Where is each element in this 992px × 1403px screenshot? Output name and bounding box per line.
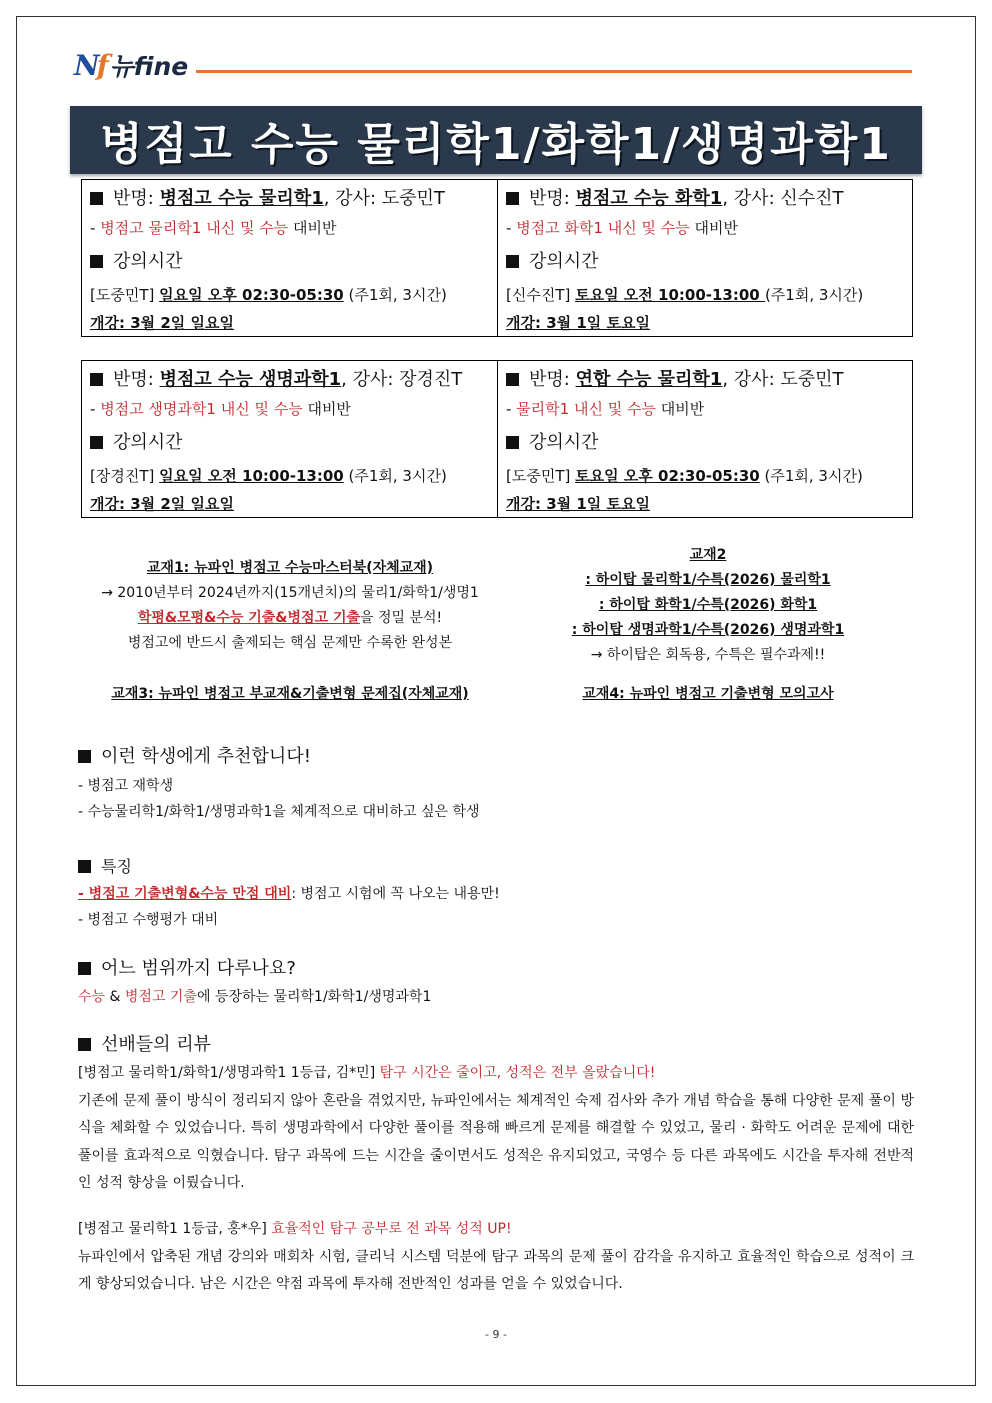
class-prefix: 반명: — [113, 188, 160, 209]
class-start: 개강: 3월 1일 토요일 — [506, 495, 650, 513]
recommend-heading — [78, 742, 311, 768]
class-time — [506, 278, 904, 310]
class-card-biology — [82, 361, 497, 517]
textbook-1-line: 병점고에 반드시 출제되는 핵심 문제만 수록한 완성본 — [127, 635, 453, 651]
class-name: 병점고 수능 화학1 — [575, 188, 723, 209]
class-desc: - 병점고 물리학1 내신 및 수능 대비반 — [90, 219, 337, 237]
class-teacher: , 강사: 도중민T — [323, 188, 445, 209]
logo-mark — [74, 49, 106, 82]
class-desc: - 물리학1 내신 및 수능 대비반 — [506, 400, 705, 418]
page-title: 병점고 수능 물리학1/화학1/생명과학1 — [100, 119, 892, 170]
review-2-headline: 효율적인 탐구 공부로 전 과목 성적 UP! — [271, 1221, 512, 1237]
logo-text: 뉴fine — [109, 52, 189, 81]
class-section-label: 강의시간 — [113, 251, 183, 272]
class-start: 개강: 3월 2일 일요일 — [90, 314, 234, 332]
feature-item: - 병점고 수행평가 대비 — [78, 912, 219, 928]
textbook-1-line-tail: 을 정밀 분석! — [360, 610, 443, 626]
logo — [74, 48, 188, 82]
class-desc-highlight: 물리학1 내신 및 수능 — [516, 400, 656, 418]
class-desc-tail: 대비반 — [655, 400, 705, 418]
class-time-main: 일요일 오전 10:00-13:00 — [159, 467, 344, 485]
class-time-teacher: [도중민T] — [90, 286, 160, 304]
review-2-body: 뉴파인에서 압축된 개념 강의와 매회차 시험, 클리닉 시스템 덕분에 탐구 과목의 문제 풀이 감각을 유지하고 효율적인 학습으로 성적이 크게 향상되었습니다. 남은 시간은 약점 과목에 투자해 전반적인 성과를 얻을 수 있었습니다. — [78, 1248, 914, 1292]
class-desc-highlight: 병점고 생명과학1 내신 및 수능 — [100, 400, 303, 418]
feature-tail: : 병점고 시험에 꼭 나오는 내용만! — [291, 886, 500, 902]
review-2 — [78, 1216, 914, 1299]
scope-heading-text: 어느 범위까지 다루나요? — [101, 958, 296, 979]
class-name: 연합 수능 물리학1 — [575, 369, 723, 390]
square-bullet-icon — [506, 373, 519, 386]
square-bullet-icon — [90, 436, 103, 449]
recommend-heading-text: 이런 학생에게 추천합니다! — [101, 746, 311, 767]
class-section-label: 강의시간 — [113, 432, 183, 453]
square-bullet-icon — [78, 860, 91, 873]
scope-text — [78, 986, 431, 1006]
logo-mark-n: N — [74, 48, 97, 82]
textbook-1 — [80, 556, 500, 656]
textbook-1-title: 교재1: 뉴파인 병점고 수능마스터북(자체교재) — [146, 560, 434, 576]
recommend-item: - 병점고 재학생 — [78, 778, 174, 794]
square-bullet-icon — [506, 255, 519, 268]
class-time — [90, 459, 489, 491]
class-grid-row-2 — [81, 360, 913, 518]
square-bullet-icon — [506, 436, 519, 449]
square-bullet-icon — [90, 255, 103, 268]
review-1 — [78, 1060, 914, 1198]
review-1-author: [병점고 물리학1/화학1/생명과학1 1등급, 김*민] — [78, 1065, 380, 1081]
textbook-4 — [508, 682, 908, 707]
class-title — [506, 365, 904, 395]
class-time-teacher: [도중민T] — [506, 467, 576, 485]
class-name: 병점고 수능 생명과학1 — [159, 369, 342, 390]
scope-mid: & — [105, 989, 125, 1005]
class-section-label: 강의시간 — [529, 432, 599, 453]
class-desc-tail: 대비반 — [288, 219, 337, 237]
page-title-banner — [70, 106, 922, 174]
recommend-item: - 수능물리학1/화학1/생명과학1을 체계적으로 대비하고 싶은 학생 — [78, 804, 480, 820]
square-bullet-icon — [506, 192, 519, 205]
class-prefix: 반명: — [113, 369, 160, 390]
square-bullet-icon — [78, 750, 91, 763]
header-rule — [196, 70, 912, 73]
class-desc-tail: 대비반 — [689, 219, 738, 237]
square-bullet-icon — [90, 373, 103, 386]
class-time — [506, 459, 904, 491]
textbook-2-line: : 하이탑 생명과학1/수특(2026) 생명과학1 — [571, 622, 845, 638]
textbook-1-line — [80, 606, 500, 631]
textbook-2-line: : 하이탑 물리학1/수특(2026) 물리학1 — [585, 572, 831, 588]
class-start: 개강: 3월 2일 일요일 — [90, 495, 234, 513]
square-bullet-icon — [90, 192, 103, 205]
square-bullet-icon — [78, 962, 91, 975]
textbook-2-note: → 하이탑은 회독용, 수특은 필수과제!! — [590, 647, 826, 663]
review-1-headline: 탐구 시간은 줄이고, 성적은 전부 올랐습니다! — [379, 1065, 656, 1081]
textbook-1-line: → 2010년부터 2024년까지(15개년치)의 물리1/화학1/생명1 — [101, 585, 479, 601]
textbook-3 — [80, 682, 500, 707]
scope-highlight: 병점고 기출 — [124, 989, 197, 1005]
scope-tail: 에 등장하는 물리학1/화학1/생명과학1 — [196, 989, 432, 1005]
class-card-joint-physics — [497, 361, 912, 517]
class-section-label: 강의시간 — [529, 251, 599, 272]
review-1-header — [78, 1060, 914, 1088]
textbook-3-title: 교재3: 뉴파인 병점고 부교재&기출변형 문제집(자체교재) — [111, 686, 469, 702]
reviews-heading — [78, 1030, 211, 1056]
class-title — [90, 184, 489, 214]
class-card-physics — [82, 180, 497, 336]
features-heading-text: 특징 — [101, 857, 132, 876]
review-1-body: 기존에 문제 풀이 방식이 정리되지 않아 혼란을 겪었지만, 뉴파인에서는 체계적인 숙제 검사와 추가 개념 학습을 통해 다양한 문제 풀이 방식을 체화할 수 있었습니다. 특히 생명과학에서 다양한 풀이를 적용해 빠르게 문제를 해결할 수 있었고, 물리 · 화학도 어려운 문제에 대한 풀이를 효과적으로 익혔습니다. 탐구 과목에 드는 시간을 줄이면서도 성적은 유지되었고, 국영수 등 다른 과목에도 시간을 투자해 전반적인 성적 향상을 이뤘습니다. — [78, 1092, 914, 1191]
class-teacher: , 강사: 신수진T — [722, 188, 844, 209]
class-time-tail: (주1회, 3시간) — [343, 286, 447, 304]
page-number: - 9 - — [485, 1328, 507, 1341]
reviews-heading-text: 선배들의 리뷰 — [101, 1034, 212, 1055]
class-grid-row-1 — [81, 179, 913, 337]
class-section — [506, 244, 904, 278]
class-time-teacher: [장경진T] — [90, 467, 160, 485]
class-time-tail: (주1회, 3시간) — [759, 467, 863, 485]
class-desc-highlight: 병점고 물리학1 내신 및 수능 — [100, 219, 289, 237]
textbook-2 — [508, 543, 908, 668]
class-time-tail: (주1회, 3시간) — [764, 286, 864, 304]
feature-highlight: - 병점고 기출변형&수능 만점 대비 — [78, 886, 292, 902]
square-bullet-icon — [78, 1038, 91, 1051]
class-name: 병점고 수능 물리학1 — [159, 188, 324, 209]
class-section — [90, 244, 489, 278]
class-section — [90, 425, 489, 459]
textbook-4-title: 교재4: 뉴파인 병점고 기출변형 모의고사 — [582, 686, 834, 702]
class-prefix: 반명: — [529, 369, 576, 390]
feature-item — [78, 883, 500, 903]
class-time-main: 토요일 오후 02:30-05:30 — [575, 467, 760, 485]
class-start: 개강: 3월 1일 토요일 — [506, 314, 650, 332]
class-time — [90, 278, 489, 310]
class-desc-tail: 대비반 — [302, 400, 351, 418]
class-title — [90, 365, 489, 395]
class-section — [506, 425, 904, 459]
features-heading — [78, 854, 132, 877]
scope-heading — [78, 954, 296, 980]
class-card-chemistry — [497, 180, 912, 336]
review-2-header — [78, 1216, 914, 1244]
logo-mark-f: f — [96, 48, 106, 82]
class-desc-highlight: 병점고 화학1 내신 및 수능 — [516, 219, 690, 237]
class-time-main: 일요일 오후 02:30-05:30 — [159, 286, 344, 304]
class-desc: - 병점고 화학1 내신 및 수능 대비반 — [506, 219, 738, 237]
class-time-teacher: [신수진T] — [506, 286, 576, 304]
class-time-tail: (주1회, 3시간) — [343, 467, 447, 485]
textbook-2-line: : 하이탑 화학1/수특(2026) 화학1 — [598, 597, 818, 613]
class-title — [506, 184, 904, 214]
class-prefix: 반명: — [529, 188, 576, 209]
review-2-author: [병점고 물리학1 1등급, 홍*우] — [78, 1221, 272, 1237]
scope-highlight: 수능 — [78, 989, 106, 1005]
textbook-1-highlight: 학평&모평&수능 기출&병점고 기출 — [137, 610, 361, 626]
class-teacher: , 강사: 장경진T — [341, 369, 463, 390]
class-desc: - 병점고 생명과학1 내신 및 수능 대비반 — [90, 400, 351, 418]
textbook-2-title: 교재2 — [689, 547, 727, 563]
class-teacher: , 강사: 도중민T — [722, 369, 844, 390]
class-time-main: 토요일 오전 10:00-13:00 — [575, 286, 765, 304]
